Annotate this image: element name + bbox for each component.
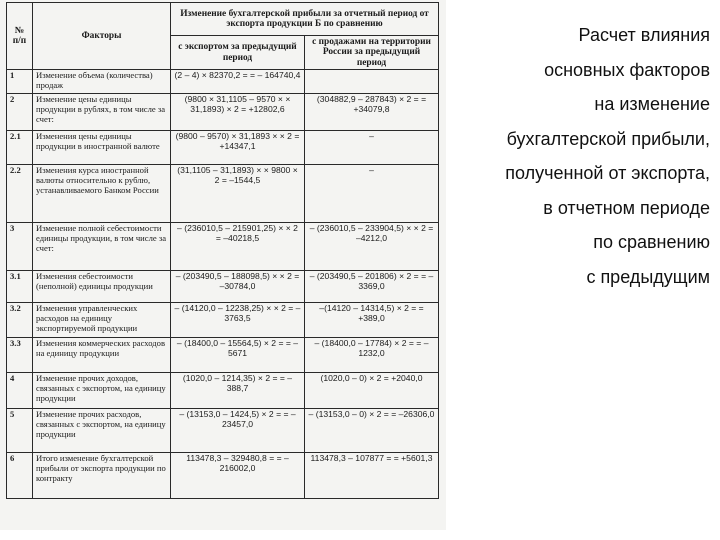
row-calc-previous: 113478,3 – 329480,8 = = –216002,0: [171, 453, 305, 499]
header-vs-previous-export: с экспортом за предыдущий период: [171, 36, 305, 70]
row-factor: Изменения управленческих расходов на единицу экспортируемой продукции: [33, 303, 171, 338]
row-calc-previous: (31,1105 – 31,1893) × × 9800 × 2 = –1544,5: [171, 165, 305, 223]
row-calc-previous: – (203490,5 – 188098,5) × × 2 = –30784,0: [171, 271, 305, 303]
row-number: 2: [7, 94, 33, 131]
row-calc-previous: – (14120,0 – 12238,25) × × 2 = –3763,5: [171, 303, 305, 338]
row-number: 4: [7, 373, 33, 409]
table-row: [7, 338, 439, 373]
row-calc-previous: – (13153,0 – 1424,5) × 2 = = –23457,0: [171, 409, 305, 453]
row-number: 6: [7, 453, 33, 499]
table-row: [7, 94, 439, 131]
row-calc-russia: (1020,0 – 0) × 2 = +2040,0: [305, 373, 439, 409]
row-calc-russia: – (236010,5 – 233904,5) × × 2 = –4212,0: [305, 223, 439, 271]
row-calc-russia: – (203490,5 – 201806) × 2 = = –3369,0: [305, 271, 439, 303]
row-number: 2.2: [7, 165, 33, 223]
row-factor: Изменения себестоимости (неполной) единицы продукции: [33, 271, 171, 303]
row-factor: Изменения цены единицы продукции в иностранной валюте: [33, 131, 171, 165]
slide-title-line: Расчет влияния: [578, 25, 710, 45]
row-calc-russia: –: [305, 165, 439, 223]
header-factors: Факторы: [33, 3, 171, 70]
row-factor: Итого изменение бухгалтерской прибыли от экспорта продукции по контракту: [33, 453, 171, 499]
row-calc-russia: – (18400,0 – 17784) × 2 = = –1232,0: [305, 338, 439, 373]
row-calc-previous: – (18400,0 – 15564,5) × 2 = = –5671: [171, 338, 305, 373]
row-factor: Изменение прочих расходов, связанных с экспортом, на единицу продукции: [33, 409, 171, 453]
slide-title-line: в отчетном периоде: [543, 197, 710, 218]
header-number: № п/п: [7, 3, 33, 70]
row-factor: Изменение объема (количества) продаж: [33, 70, 171, 94]
slide-title-line: по сравнению: [593, 232, 710, 252]
row-calc-previous: – (236010,5 – 215901,25) × × 2 = –40218,5: [171, 223, 305, 271]
row-number: 3.2: [7, 303, 33, 338]
header-vs-russia-sales: с продажами на территории России за предыдущий период: [305, 36, 439, 70]
row-calc-previous: (2 – 4) × 82370,2 = = – 164740,4: [171, 70, 305, 94]
table-row: [7, 409, 439, 453]
row-factor: Изменения коммерческих расходов на единицу продукции: [33, 338, 171, 373]
row-calc-russia: – (13153,0 – 0) × 2 = = –26306,0: [305, 409, 439, 453]
table-row: [7, 373, 439, 409]
table-row: [7, 453, 439, 499]
table-row: [7, 271, 439, 303]
row-number: 2.1: [7, 131, 33, 165]
row-calc-russia: –: [305, 131, 439, 165]
row-number: 5: [7, 409, 33, 453]
table-row: [7, 165, 439, 223]
row-number: 3: [7, 223, 33, 271]
slide-title-line: на изменение: [594, 94, 710, 114]
row-calc-russia: –(14120 – 14314,5) × 2 = = +389,0: [305, 303, 439, 338]
table-row: [7, 131, 439, 165]
table-header-row: [7, 3, 439, 36]
factor-analysis-table: [6, 2, 439, 499]
row-calc-russia: [305, 70, 439, 94]
row-number: 1: [7, 70, 33, 94]
row-number: 3.3: [7, 338, 33, 373]
table-row: [7, 223, 439, 271]
header-profit-change: Изменение бухгалтерской прибыли за отчетный период от экспорта продукции Б по сравнению: [171, 3, 439, 36]
row-calc-previous: (9800 × 31,1105 – 9570 × × 31,1893) × 2 = +12802,6: [171, 94, 305, 131]
row-factor: Изменение прочих доходов, связанных с экспортом, на единицу продукции: [33, 373, 171, 409]
row-calc-previous: (9800 – 9570) × 31,1893 × × 2 = +14347,1: [171, 131, 305, 165]
slide-title: [448, 18, 710, 294]
table-row: [7, 303, 439, 338]
row-factor: Изменение цены единицы продукции в рублях, в том числе за счет:: [33, 94, 171, 131]
row-number: 3.1: [7, 271, 33, 303]
slide-title-line: основных факторов: [544, 59, 710, 80]
slide-title-line: бухгалтерской прибыли,: [506, 128, 710, 149]
slide-title-line: полученной от экспорта,: [505, 163, 710, 183]
table-row: [7, 70, 439, 94]
row-factor: Изменение полной себестоимости единицы продукции, в том числе за счет:: [33, 223, 171, 271]
row-calc-russia: (304882,9 – 287843) × 2 = = +34079,8: [305, 94, 439, 131]
row-calc-previous: (1020,0 – 1214,35) × 2 = = –388,7: [171, 373, 305, 409]
row-factor: Изменения курса иностранной валюты относительно к рублю, устанавливаемого Банком России: [33, 165, 171, 223]
slide-title-line: с предыдущим: [586, 266, 710, 287]
row-calc-russia: 113478,3 – 107877 = = +5601,3: [305, 453, 439, 499]
